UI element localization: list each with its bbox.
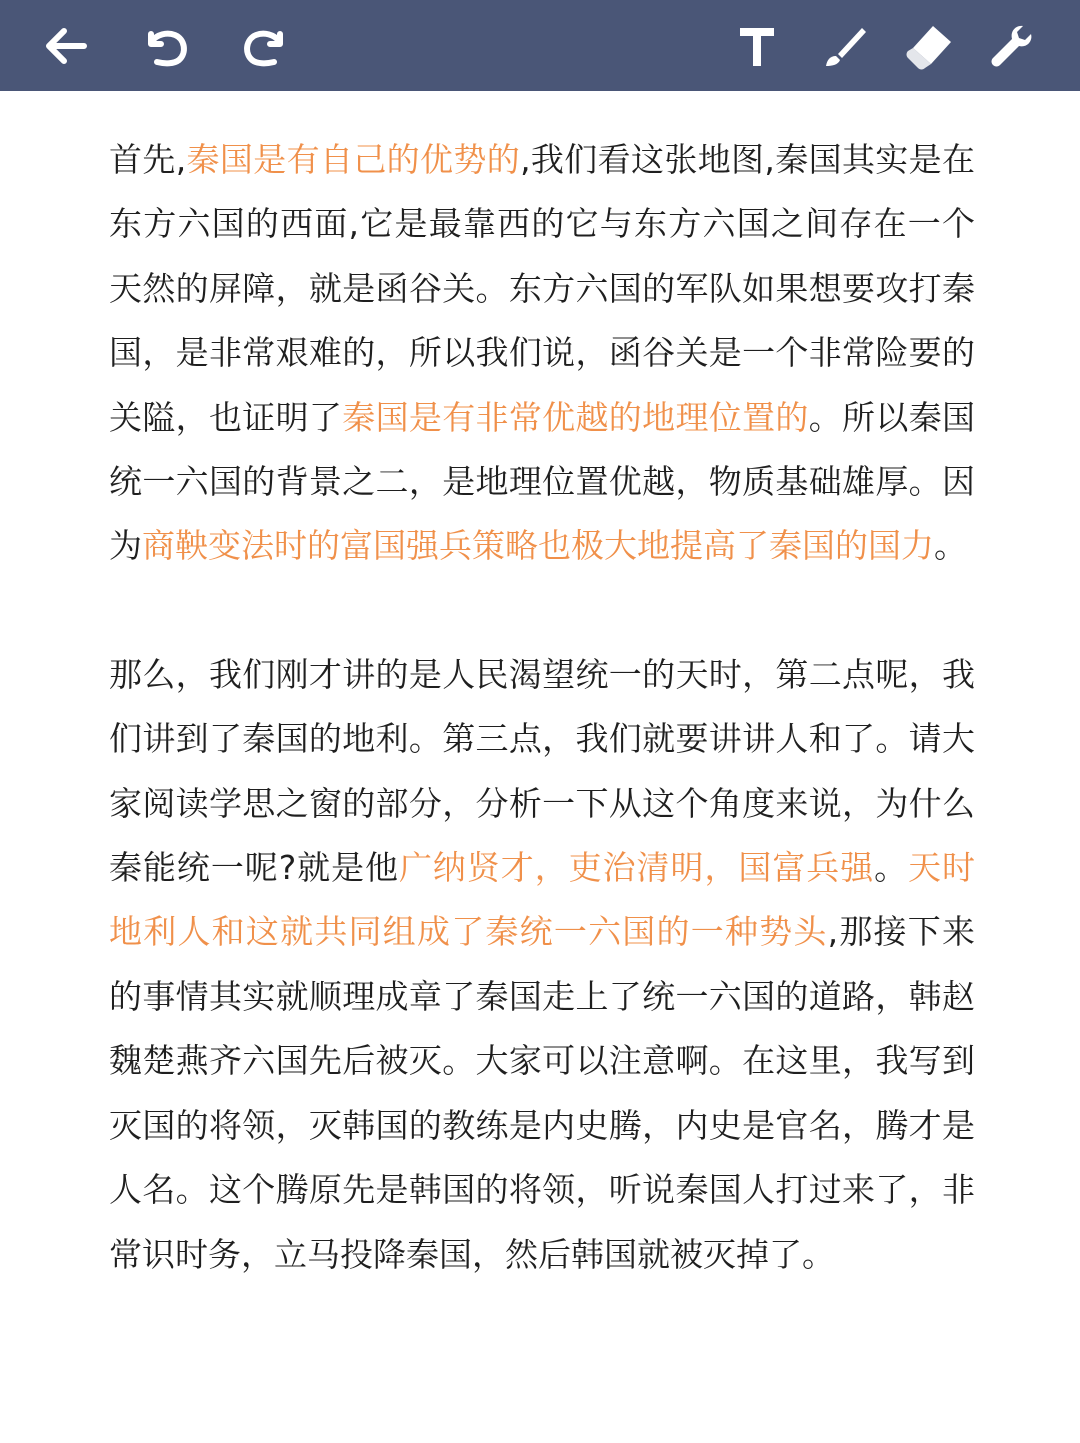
highlighted-text: 秦国是有自己的优势的 (186, 140, 521, 179)
back-button[interactable] (38, 18, 94, 74)
text-tool-button[interactable] (729, 18, 785, 74)
redo-icon (238, 20, 290, 72)
document-body (109, 128, 975, 1287)
paragraph-2 (109, 643, 975, 1287)
settings-tool-button[interactable] (983, 18, 1039, 74)
text-segment: 。 (934, 526, 967, 566)
text-segment: 。 (874, 848, 909, 888)
text-tool-icon (731, 20, 783, 72)
highlighted-text: 秦国是有非常优越的地理位置的 (342, 397, 809, 437)
text-segment: ,我们看这张地图,秦国其实是在东方六国的西面,它是最靠西的它与东方六国之间存在一个天然的屏障，就是函谷关。东方六国的军队如果想要攻打秦国，是非常艰难的，所以我们说，函谷关是一个非常险要的关隘，也证明了 (109, 140, 976, 437)
redo-button[interactable] (236, 18, 292, 74)
text-segment: 首先, (109, 140, 187, 179)
highlighted-text: 广纳贤才，吏治清明，国富兵强 (398, 848, 875, 888)
undo-icon (141, 20, 193, 72)
text-segment: ,那接下来的事情其实就顺理成章了秦国走上了统一六国的道路，韩赵魏楚燕齐六国先后被灭。大家可以注意啊。在这里，我写到灭国的将领，灭韩国的教练是内史腾，内史是官名，腾才是人名。这个腾原先是韩国的将领，听说秦国人打过来了，非常识时务，立马投降秦国，然后韩国就被灭掉了。 (109, 912, 975, 1274)
arrow-left-icon (40, 20, 92, 72)
brush-icon (818, 20, 870, 72)
toolbar (0, 0, 1080, 91)
text-segment: 那么，我们刚才讲的是人民渴望统一的天时，第二点呢，我们讲到了秦国的地利。第三点，我们就要讲讲人和了。请大家阅读学思之窗的部分，分析一下从这个角度来说，为什么秦能统一呢?就是他 (109, 654, 975, 888)
undo-button[interactable] (139, 18, 195, 74)
eraser-tool-button[interactable] (901, 18, 957, 74)
brush-tool-button[interactable] (816, 18, 872, 74)
wrench-icon (985, 20, 1037, 72)
highlighted-text: 天时地利人和这就共同组成了秦统一六国的一种势头 (109, 848, 976, 952)
text-segment: 。所以秦国统一六国的背景之二，是地理位置优越，物质基础雄厚。因为 (109, 397, 976, 566)
highlighted-text: 商鞅变法时的富国强兵策略也极大地提高了秦国的国力 (142, 526, 934, 566)
paragraph-1 (109, 128, 975, 579)
eraser-icon (903, 20, 955, 72)
